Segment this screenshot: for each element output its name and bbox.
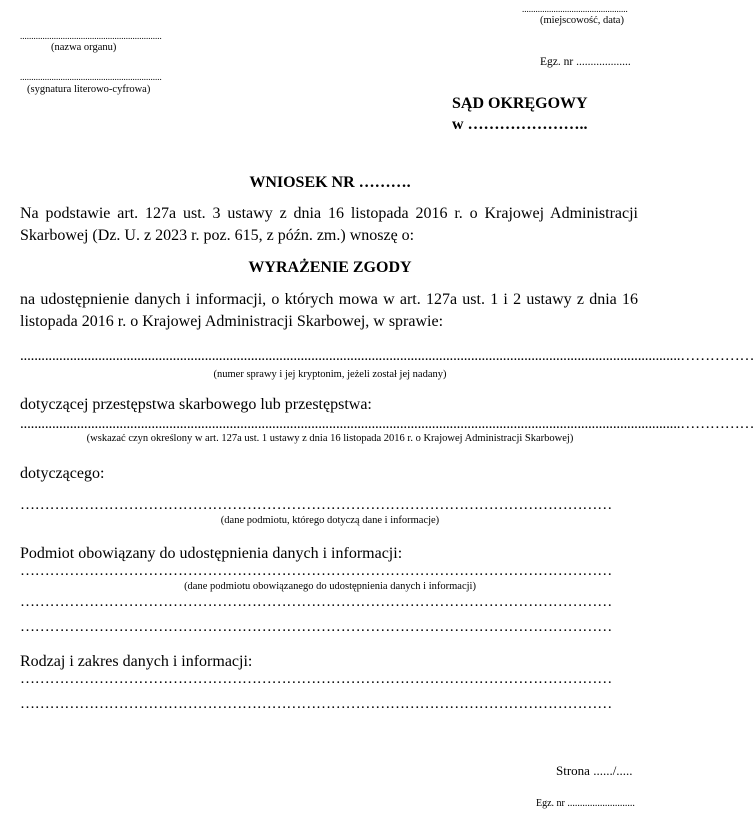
subject-label: dotyczącego: [20, 465, 105, 482]
copy-number-bottom: Egz. nr ........................... [536, 798, 635, 809]
subject-caption: (dane podmiotu, którego dotyczą dane i informacje) [220, 515, 440, 526]
obliged-entity-field-2[interactable]: ………………………………………………………………………………………………………… [20, 594, 613, 610]
document-subtitle: WYRAŻENIE ZGODY [248, 259, 412, 276]
consent-paragraph: na udostępnienie danych i informacji, o których mowa w art. 127a ust. 1 i 2 ustawy z dnia 16 listopada 2016 r. o Krajowej Administracji Skarbowej, w sprawie: [20, 291, 638, 330]
court-location: w ………………….. [452, 116, 588, 133]
authority-caption: (nazwa organu) [51, 42, 117, 53]
document-title: WNIOSEK NR ………. [249, 174, 411, 191]
case-number-field[interactable]: ..........................................................................................................................................................................................…………… [20, 348, 754, 364]
court-name: SĄD OKRĘGOWY [452, 95, 588, 112]
offence-caption: (wskazać czyn określony w art. 127a ust. 1 ustawy z dnia 16 listopada 2016 r. o Krajowej Administracji Skarbowej) [86, 433, 574, 444]
obliged-entity-field-1[interactable]: ………………………………………………………………………………………………………… [20, 563, 613, 579]
place-date-dots: ............................................... [522, 4, 628, 14]
authority-dots: ............................................................... [20, 31, 162, 41]
subject-field[interactable]: ………………………………………………………………………………………………………… [20, 497, 613, 513]
intro-paragraph: Na podstawie art. 127a ust. 3 ustawy z dnia 16 listopada 2016 r. o Krajowej Administracji Skarbowej (Dz. U. z 2023 r. poz. 615, z późn. zm.) wnoszę o: [20, 205, 638, 244]
signature-dots: ............................................................... [20, 72, 162, 82]
scope-field-2[interactable]: ………………………………………………………………………………………………………… [20, 696, 613, 712]
obliged-entity-caption: (dane podmiotu obowiązanego do udostępnienia danych i informacji) [184, 581, 476, 592]
case-number-caption: (numer sprawy i jej kryptonim, jeżeli został jej nadany) [213, 369, 447, 380]
page-number: Strona ....../..... [556, 763, 633, 778]
place-date-caption: (miejscowość, data) [540, 15, 624, 26]
signature-caption: (sygnatura literowo-cyfrowa) [27, 84, 151, 95]
offence-field[interactable]: ..........................................................................................................................................................................................…………… [20, 416, 754, 432]
scope-field-1[interactable]: ………………………………………………………………………………………………………… [20, 671, 613, 687]
scope-label: Rodzaj i zakres danych i informacji: [20, 653, 253, 670]
obliged-entity-field-3[interactable]: ………………………………………………………………………………………………………… [20, 619, 613, 635]
obliged-entity-label: Podmiot obowiązany do udostępnienia danych i informacji: [20, 545, 403, 562]
offence-label: dotyczącej przestępstwa skarbowego lub przestępstwa: [20, 396, 372, 413]
copy-number-top: Egz. nr ................... [540, 56, 631, 68]
